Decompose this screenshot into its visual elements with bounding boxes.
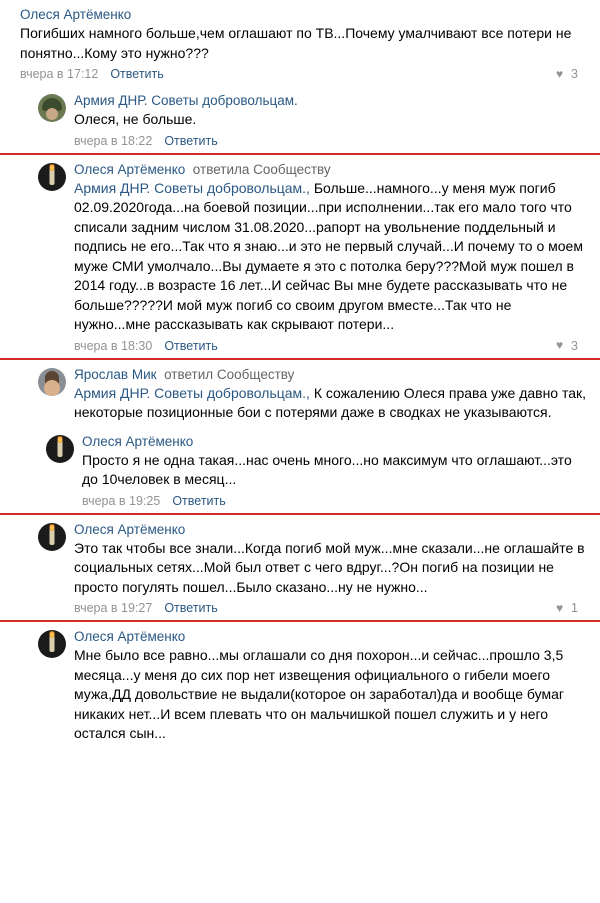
like-counter[interactable] [556,66,578,82]
avatar[interactable] [38,523,66,551]
comment-item [0,427,600,515]
mention-link[interactable]: Армия ДНР. Советы добровольцам., [74,384,310,401]
comment-text: Олеся, не больше. [74,111,197,127]
reply-button[interactable]: Ответить [164,133,218,148]
comment-meta [82,493,590,509]
mention-link[interactable]: Армия ДНР. Советы добровольцам., [74,179,310,196]
like-counter[interactable] [556,600,578,616]
comment-meta [20,66,590,82]
comment-time: вчера в 19:27 [74,601,153,615]
comment-time: вчера в 19:25 [82,493,161,508]
comment-item [0,622,600,748]
like-count: 1 [571,601,578,615]
comment-text: Это так чтобы все знали...Когда погиб мой муж...мне сказали...не оглашайте в социальных сетях...Мой был ответ с чего вдруг...?Он погиб на позиции не просто погулять пошел...Было сказано...ну не нужно... [74,539,585,595]
heart-icon: ♥ [556,338,564,352]
avatar[interactable] [38,94,66,122]
comment-meta [74,338,590,354]
comment-author-link[interactable]: Олеся Артёменко [74,629,186,644]
avatar[interactable] [38,163,66,191]
comment-text [74,179,590,335]
comment-item [0,515,600,623]
comment-author-link[interactable]: Ярослав Мик [74,366,157,382]
comment-time: вчера в 17:12 [20,67,99,81]
reply-button[interactable]: Ответить [164,338,218,353]
like-counter[interactable] [556,338,578,354]
comment-author-link[interactable]: Олеся Артёменко [82,433,194,449]
comment-item [0,360,600,427]
comment-meta [74,133,590,149]
comment-meta [74,600,590,616]
reply-prefix: ответил Сообществу [164,366,295,382]
like-count: 3 [571,338,578,353]
comment-item [0,153,600,360]
comment-body: К сожалению Олеся права уже давно так, некоторые позиционные бои с потерями даже в сводках не указываются. [74,384,587,420]
reply-button[interactable]: Ответить [110,67,164,81]
comment-time: вчера в 18:30 [74,338,153,353]
comment-item [0,0,600,86]
reply-prefix: ответила Сообществу [192,161,331,177]
comment-body: Больше...намного...у меня муж погиб 02.09.2020года...на боевой позиции...при исполнении...так его мало того что списали задним числом 31.08.2020...рапорт на увольнение поддельный и подпись не его...Так что я знаю...и это не первый случай...И почему то о моем муже СМИ умолчало...Вы думаете я это с потолка беру???Мой муж пошел в 2014 году...в возрасте 16 лет...И сейчас Вы мне будете рассказывать что не больше?????И мой муж погиб со своим другом вместе...Так что не нужно...мне рассказывать как скрывают потери... [74,179,583,332]
reply-button[interactable]: Ответить [172,493,226,508]
comment-author-row [10,6,590,23]
comment-text [74,384,590,423]
comment-author-link[interactable]: Армия ДНР. Советы добровольцам. [74,93,298,108]
reply-button[interactable]: Ответить [164,601,218,615]
comment-text: Мне было все равно...мы оглашали со дня похорон...и сейчас...прошло 3,5 месяца...у меня до сих пор нет извещения официального о гибели моего мужа,ДД довольствие не выдали(которое он заработал)да и вообще бумаг никаких нет...И всем плевать что он мальчишкой пошел служить и у него остался сын... [74,647,565,741]
avatar[interactable] [38,630,66,658]
comment-author-link[interactable]: Олеся Артёменко [20,7,132,22]
comment-item [0,86,600,153]
comment-author-link[interactable]: Олеся Артёменко [74,521,186,537]
heart-icon: ♥ [556,600,564,615]
comment-text: Просто я не одна такая...нас очень много...но максимум что оглашают...это до 10человек в месяц... [82,451,572,487]
avatar[interactable] [46,435,74,463]
comment-text: Погибших намного больше,чем оглашают по ТВ...Почему умалчивают все потери не понятно...Кому это нужно??? [20,25,572,61]
comment-author-link[interactable]: Олеся Артёменко [74,161,186,177]
heart-icon: ♥ [556,66,564,81]
like-count: 3 [571,67,578,81]
comment-time: вчера в 18:22 [74,133,153,148]
avatar[interactable] [38,368,66,396]
